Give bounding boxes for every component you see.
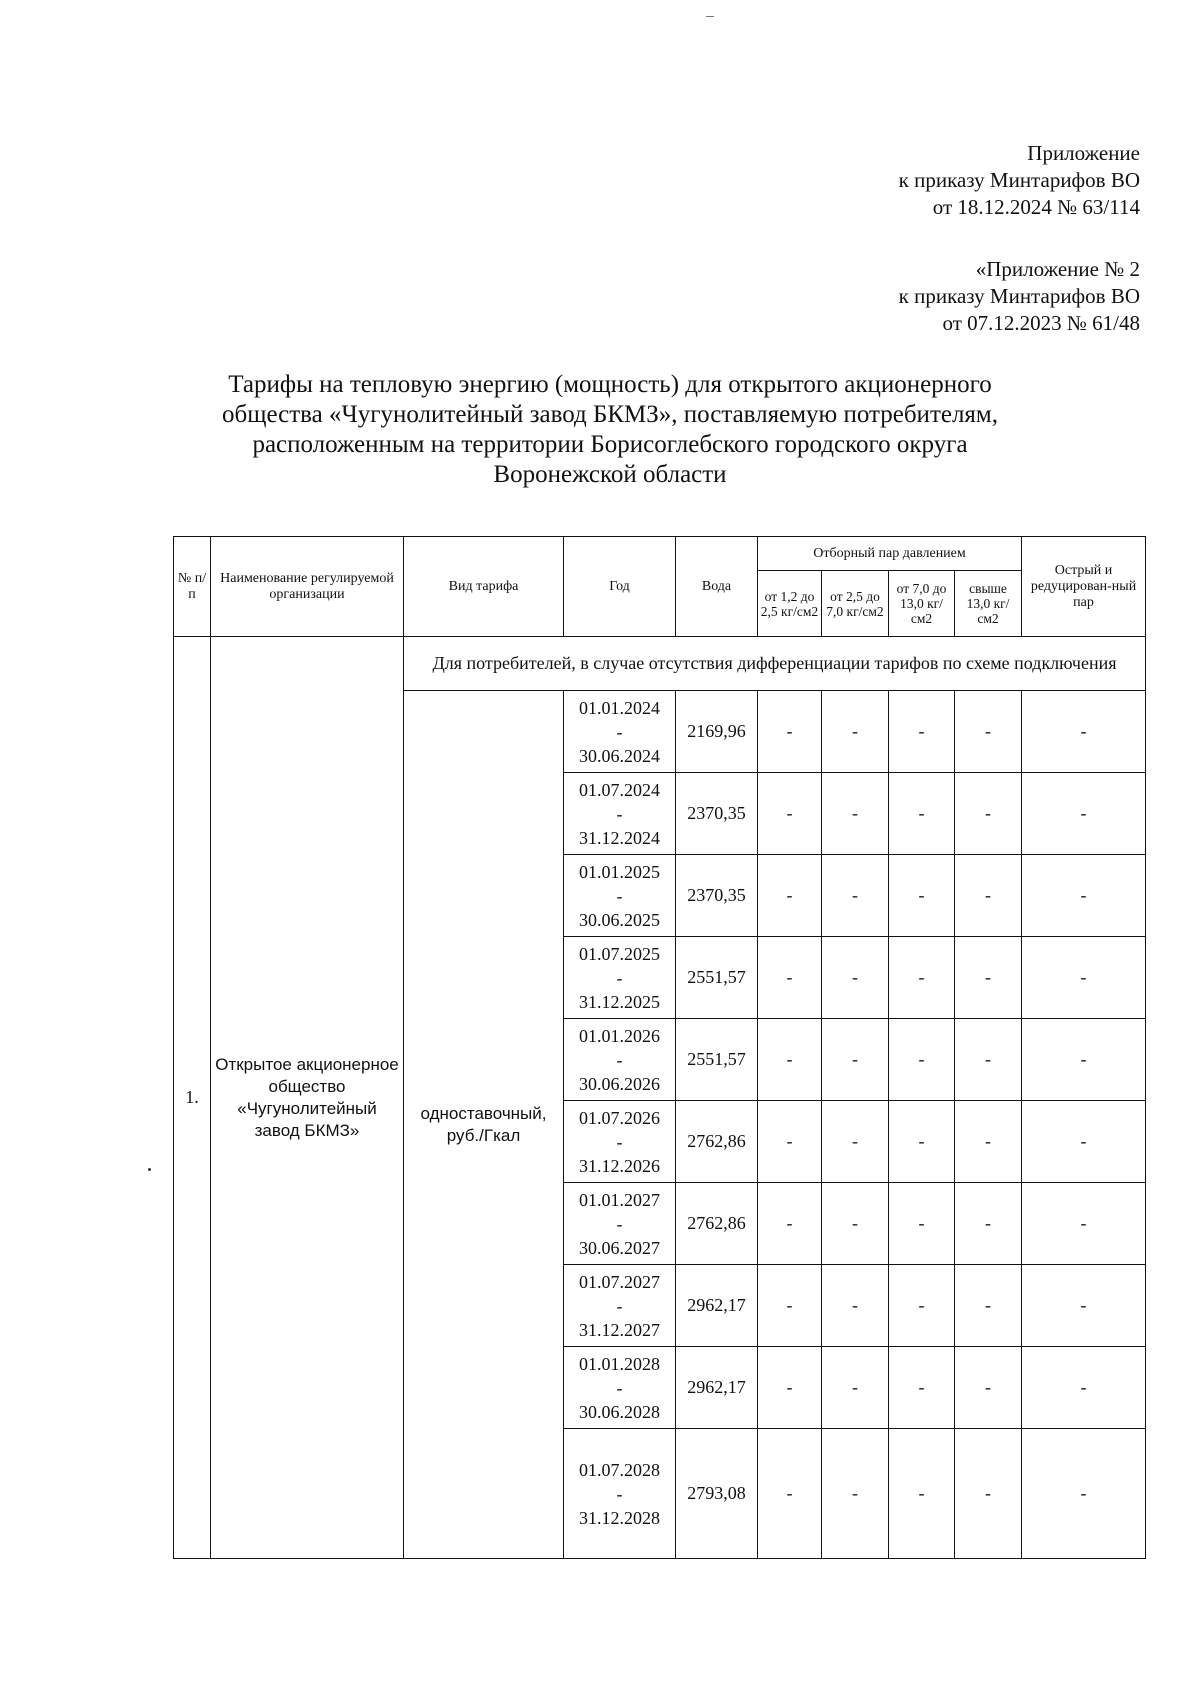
col-header-tariff-type: Вид тарифа: [404, 537, 564, 637]
col-header-steam-2: от 2,5 до 7,0 кг/см2: [822, 571, 889, 637]
period-to: 31.12.2026: [579, 1155, 660, 1176]
sharp-steam-tariff: -: [1022, 691, 1146, 773]
steam-tariff: -: [758, 1019, 822, 1101]
steam-tariff: -: [955, 855, 1022, 937]
period-from: 01.01.2027: [579, 1189, 660, 1210]
steam-tariff: -: [758, 1265, 822, 1347]
period-from: 01.01.2025: [579, 861, 660, 882]
steam-tariff: -: [889, 1183, 955, 1265]
scan-mark: [706, 16, 714, 17]
appendix-2-date-line: от 07.12.2023 № 61/48: [942, 311, 1140, 335]
water-tariff: 2793,08: [676, 1429, 758, 1559]
period-from: 01.01.2026: [579, 1025, 660, 1046]
steam-tariff: -: [889, 1429, 955, 1559]
steam-tariff: -: [822, 1019, 889, 1101]
steam-tariff: -: [758, 1347, 822, 1429]
period-sep: -: [616, 1213, 623, 1234]
year-period: [564, 1101, 676, 1183]
steam-tariff: -: [889, 1265, 955, 1347]
steam-tariff: -: [822, 773, 889, 855]
appendix-2-header: [899, 256, 1140, 337]
steam-tariff: -: [758, 1429, 822, 1559]
water-tariff: 2169,96: [676, 691, 758, 773]
steam-tariff: -: [889, 691, 955, 773]
period-to: 30.06.2025: [579, 909, 660, 930]
col-header-steam-3: от 7,0 до 13,0 кг/см2: [889, 571, 955, 637]
col-header-num: № п/п: [174, 537, 211, 637]
water-tariff: 2962,17: [676, 1265, 758, 1347]
header-row: [174, 537, 1146, 571]
period-from: 01.01.2024: [579, 697, 660, 718]
steam-tariff: -: [955, 1019, 1022, 1101]
water-tariff: 2551,57: [676, 937, 758, 1019]
col-header-year: Год: [564, 537, 676, 637]
sharp-steam-tariff: -: [1022, 1183, 1146, 1265]
year-period: [564, 1429, 676, 1559]
col-header-steam-1: от 1,2 до 2,5 кг/см2: [758, 571, 822, 637]
sharp-steam-tariff: -: [1022, 1019, 1146, 1101]
title-line: расположенным на территории Борисоглебского городского округа: [252, 431, 968, 458]
steam-tariff: -: [758, 1101, 822, 1183]
steam-tariff: -: [955, 773, 1022, 855]
period-sep: -: [616, 1049, 623, 1070]
period-to: 31.12.2027: [579, 1319, 660, 1340]
steam-tariff: -: [889, 773, 955, 855]
water-tariff: 2370,35: [676, 773, 758, 855]
sharp-steam-tariff: -: [1022, 1265, 1146, 1347]
water-tariff: 2370,35: [676, 855, 758, 937]
period-to: 31.12.2028: [579, 1507, 660, 1528]
period-from: 01.07.2028: [579, 1459, 660, 1480]
year-period: [564, 1019, 676, 1101]
steam-tariff: -: [955, 1429, 1022, 1559]
sharp-steam-tariff: -: [1022, 1101, 1146, 1183]
document-title: [160, 370, 1060, 490]
water-tariff: 2762,86: [676, 1183, 758, 1265]
sharp-steam-tariff: -: [1022, 937, 1146, 1019]
steam-tariff: -: [822, 1101, 889, 1183]
period-to: 30.06.2027: [579, 1237, 660, 1258]
col-header-sharp-steam: Острый и редуцирован-ный пар: [1022, 537, 1146, 637]
period-sep: -: [616, 1483, 623, 1504]
row-index: 1.: [174, 637, 211, 1559]
appendix-order-line: к приказу Минтарифов ВО: [898, 168, 1140, 192]
year-period: [564, 773, 676, 855]
period-to: 31.12.2024: [579, 827, 660, 848]
steam-tariff: -: [758, 855, 822, 937]
scan-mark: [148, 1168, 151, 1171]
steam-tariff: -: [822, 855, 889, 937]
steam-tariff: -: [889, 1019, 955, 1101]
period-sep: -: [616, 803, 623, 824]
period-from: 01.01.2028: [579, 1353, 660, 1374]
period-sep: -: [616, 885, 623, 906]
year-period: [564, 691, 676, 773]
period-from: 01.07.2027: [579, 1271, 660, 1292]
steam-tariff: -: [955, 1183, 1022, 1265]
period-sep: -: [616, 721, 623, 742]
sharp-steam-tariff: -: [1022, 1347, 1146, 1429]
period-from: 01.07.2024: [579, 779, 660, 800]
tariff-table: [173, 536, 1146, 1559]
period-to: 30.06.2026: [579, 1073, 660, 1094]
water-tariff: 2962,17: [676, 1347, 758, 1429]
period-from: 01.07.2025: [579, 943, 660, 964]
steam-tariff: -: [955, 1347, 1022, 1429]
col-header-steam-group: Отборный пар давлением: [758, 537, 1022, 571]
period-to: 30.06.2024: [579, 745, 660, 766]
appendix-2-order-line: к приказу Минтарифов ВО: [898, 284, 1140, 308]
steam-tariff: -: [822, 1183, 889, 1265]
year-period: [564, 937, 676, 1019]
year-period: [564, 1347, 676, 1429]
steam-tariff: -: [822, 1429, 889, 1559]
title-line: общества «Чугунолитейный завод БКМЗ», поставляемую потребителям,: [221, 401, 999, 428]
tariff-kind: одноставочный, руб./Гкал: [404, 691, 564, 1559]
year-period: [564, 855, 676, 937]
sharp-steam-tariff: -: [1022, 773, 1146, 855]
period-sep: -: [616, 967, 623, 988]
subheader-row: [174, 637, 1146, 691]
steam-tariff: -: [889, 937, 955, 1019]
steam-tariff: -: [758, 773, 822, 855]
consumer-subheader: Для потребителей, в случае отсутствия дифференциации тарифов по схеме подключения: [404, 637, 1146, 691]
sharp-steam-tariff: -: [1022, 1429, 1146, 1559]
water-tariff: 2762,86: [676, 1101, 758, 1183]
period-sep: -: [616, 1377, 623, 1398]
steam-tariff: -: [822, 1347, 889, 1429]
steam-tariff: -: [955, 1265, 1022, 1347]
appendix-2-line: «Приложение № 2: [975, 257, 1140, 281]
water-tariff: 2551,57: [676, 1019, 758, 1101]
steam-tariff: -: [822, 937, 889, 1019]
steam-tariff: -: [955, 937, 1022, 1019]
steam-tariff: -: [889, 855, 955, 937]
sharp-steam-tariff: -: [1022, 855, 1146, 937]
steam-tariff: -: [758, 1183, 822, 1265]
col-header-org: Наименование регулируемой организации: [211, 537, 404, 637]
org-name: Открытое акционерное общество «Чугунолитейный завод БКМЗ»: [211, 637, 404, 1559]
year-period: [564, 1183, 676, 1265]
period-from: 01.07.2026: [579, 1107, 660, 1128]
title-line: Тарифы на тепловую энергию (мощность) для открытого акционерного: [228, 371, 992, 398]
appendix-header: [899, 140, 1140, 221]
steam-tariff: -: [758, 937, 822, 1019]
year-period: [564, 1265, 676, 1347]
steam-tariff: -: [822, 691, 889, 773]
steam-tariff: -: [955, 691, 1022, 773]
steam-tariff: -: [889, 1347, 955, 1429]
period-sep: -: [616, 1131, 623, 1152]
title-line: Воронежской области: [493, 461, 727, 488]
appendix-date-line: от 18.12.2024 № 63/114: [932, 195, 1140, 219]
col-header-water: Вода: [676, 537, 758, 637]
col-header-steam-4: свыше 13,0 кг/см2: [955, 571, 1022, 637]
period-to: 31.12.2025: [579, 991, 660, 1012]
steam-tariff: -: [889, 1101, 955, 1183]
steam-tariff: -: [955, 1101, 1022, 1183]
period-sep: -: [616, 1295, 623, 1316]
steam-tariff: -: [758, 691, 822, 773]
period-to: 30.06.2028: [579, 1401, 660, 1422]
appendix-line: Приложение: [1027, 141, 1140, 165]
steam-tariff: -: [822, 1265, 889, 1347]
